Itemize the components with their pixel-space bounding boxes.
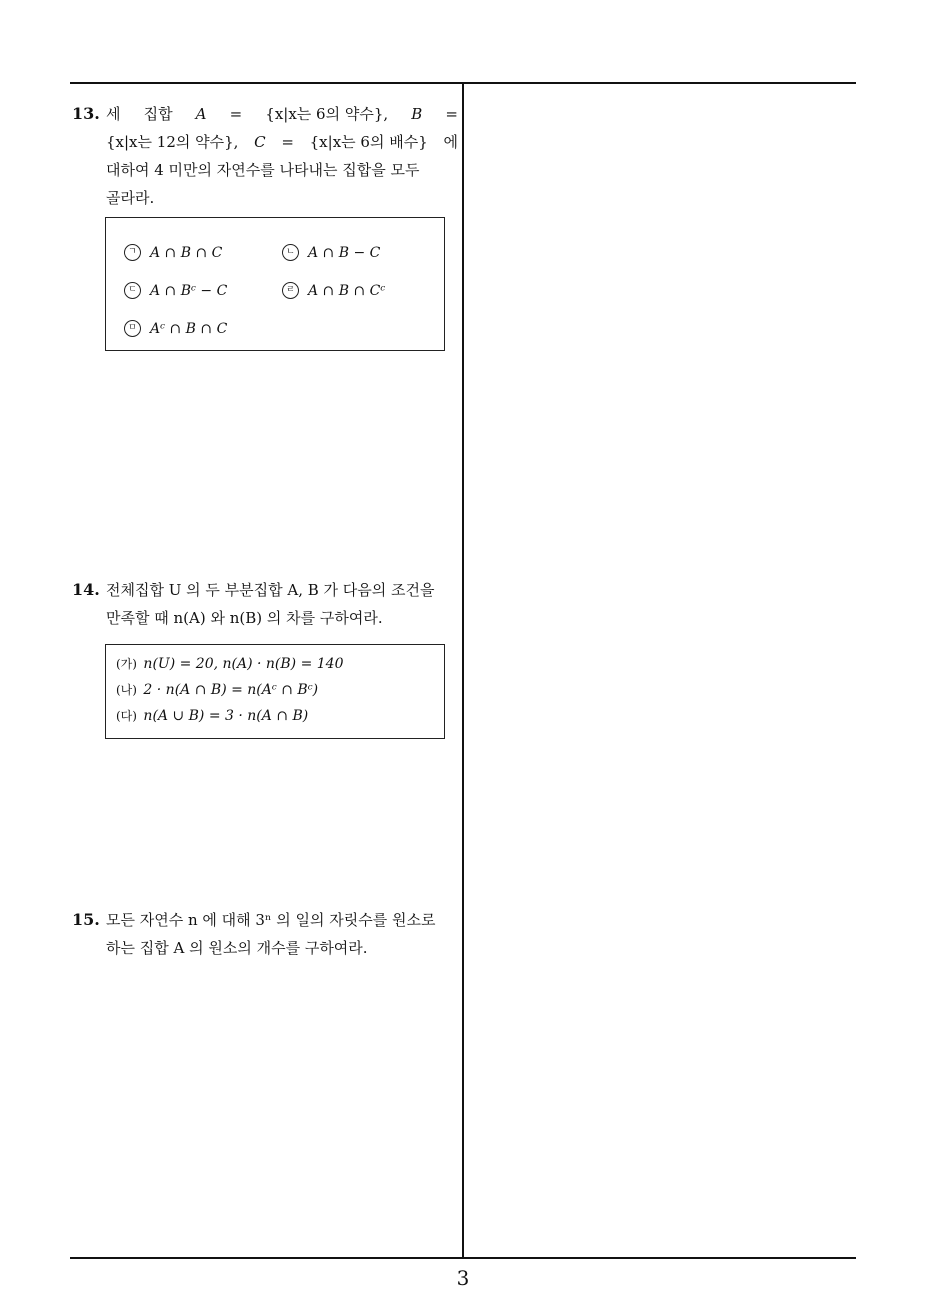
problem-line: 전체집합 U 의 두 부분집합 A, B 가 다음의 조건을: [106, 581, 435, 599]
problem-line: 세 집합 A = {x|x는 6의 약수}, B =: [106, 105, 458, 123]
problem-line: 하는 집합 A 의 원소의 개수를 구하여라.: [106, 939, 368, 957]
choice-expr: A ∩ B ∩ Cᶜ: [308, 282, 386, 299]
choice-expr: A ∩ B ∩ C: [150, 244, 223, 261]
problem-text: [106, 576, 458, 632]
choice-3: [124, 282, 227, 299]
condition-tag: (가): [116, 657, 137, 671]
choice-1: [124, 244, 222, 261]
problem-number: 15.: [72, 910, 100, 929]
choice-mark: ㄹ: [282, 282, 299, 299]
choices-box: [105, 217, 445, 351]
choice-expr: A ∩ B − C: [308, 244, 381, 261]
condition-2: [116, 681, 318, 698]
problem-line: {x|x는 12의 약수}, C = {x|x는 6의 배수} 에: [106, 133, 458, 151]
choice-expr: A ∩ Bᶜ − C: [150, 282, 228, 299]
choice-4: [282, 282, 385, 299]
choice-mark: ㅁ: [124, 320, 141, 337]
condition-expr: 2 · n(A ∩ B) = n(Aᶜ ∩ Bᶜ): [143, 682, 319, 698]
problem-number: 14.: [72, 580, 100, 599]
problem-text: [106, 906, 458, 962]
condition-tag: (다): [116, 709, 137, 723]
choice-2: [282, 244, 380, 261]
problem-line: 모든 자연수 n 에 대해 3ⁿ 의 일의 자릿수를 원소로: [106, 911, 436, 929]
choice-mark: ㄱ: [124, 244, 141, 261]
conditions-box: [105, 644, 445, 739]
choice-expr: Aᶜ ∩ B ∩ C: [150, 320, 228, 337]
problem-number: 13.: [72, 104, 100, 123]
choice-mark: ㄴ: [282, 244, 299, 261]
problem-15: [72, 906, 458, 962]
problem-14: [72, 576, 458, 632]
problem-text: [106, 100, 458, 212]
choice-5: [124, 320, 227, 337]
problem-line: 만족할 때 n(A) 와 n(B) 의 차를 구하여라.: [106, 609, 383, 627]
choice-mark: ㄷ: [124, 282, 141, 299]
problem-line: 골라라.: [106, 189, 155, 207]
problem-13: [72, 100, 458, 212]
condition-1: [116, 655, 344, 672]
problem-line: 대하여 4 미만의 자연수를 나타내는 집합을 모두: [106, 161, 420, 179]
bottom-rule: [70, 1257, 856, 1259]
condition-expr: n(U) = 20, n(A) · n(B) = 140: [143, 656, 344, 672]
page-number: 3: [456, 1266, 470, 1290]
condition-expr: n(A ∪ B) = 3 · n(A ∩ B): [143, 708, 309, 724]
condition-tag: (나): [116, 683, 137, 697]
column-divider: [462, 83, 464, 1258]
condition-3: [116, 707, 308, 724]
